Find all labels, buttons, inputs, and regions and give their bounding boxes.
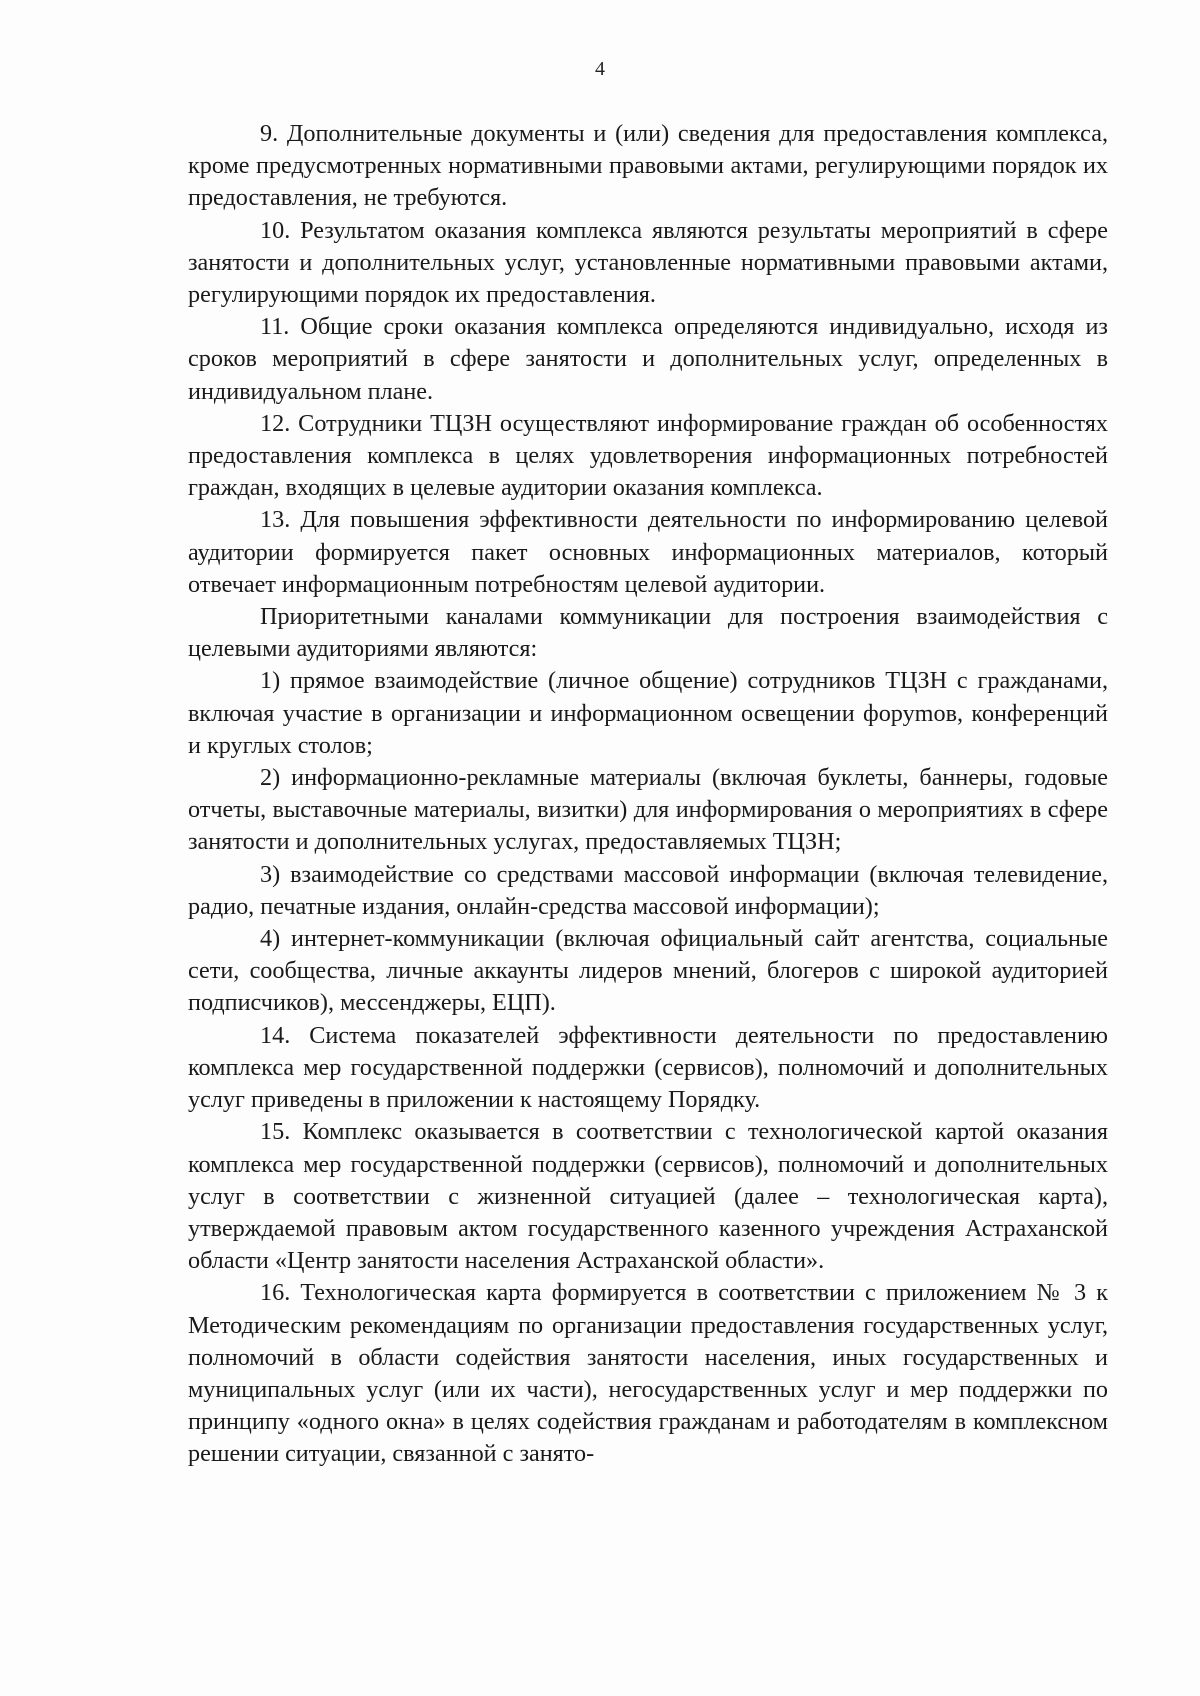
paragraph-10: 10. Результатом оказания комплекса являются результаты мероприятий в сфере занятости и дополнительных услуг, установленные нормативными правовыми актами, регулирующими порядок их предоставления. [188, 216, 1108, 309]
page-number: 4 [595, 58, 605, 80]
document-body [188, 118, 1108, 1471]
paragraph-16: 16. Технологическая карта формируется в соответствии с приложением № 3 к Методическим рекомендациям по организации предоставления государственных услуг, полномочий в области содействия занятости населения, иных государственных и муниципальных услуг (или их части), негосударственных услуг и мер поддержки по принципу «одного окна» в целях содействия гражданам и работодателям в комплексном решении ситуации, связанной с занято- [188, 1279, 1108, 1468]
list-item-2: 2) информационно-рекламные материалы (включая буклеты, баннеры, годовые отчеты, выставочные материалы, визитки) для информирования о мероприятиях в сфере занятости и дополнительных услугах, предоставляемых ТЦЗН; [188, 764, 1108, 856]
paragraph-channels-intro: Приоритетными каналами коммуникации для построения взаимодействия с целевыми аудиториями являются: [188, 603, 1108, 663]
paragraph-11: 11. Общие сроки оказания комплекса определяются индивидуально, исходя из сроков мероприятий в сфере занятости и дополнительных услуг, определенных в индивидуальном плане. [188, 313, 1108, 405]
paragraph-12: 12. Сотрудники ТЦЗН осуществляют информирование граждан об особенностях предоставления комплекса в целях удовлетворения информационных потребностей граждан, входящих в целевые аудитории оказания комплекса. [188, 409, 1108, 502]
paragraph-9: 9. Дополнительные документы и (или) сведения для предоставления комплекса, кроме предусмотренных нормативными правовыми актами, регулирующими порядок их предоставления, не требуются. [188, 120, 1108, 212]
list-item-4: 4) интернет-коммуникации (включая официальный сайт агентства, социальные сети, сообщества, личные аккаунты лидеров мнений, блогеров с широкой аудиторией подписчиков), мессенджеры, ЕЦП). [188, 925, 1108, 1017]
paragraph-13: 13. Для повышения эффективности деятельности по информированию целевой аудитории формируется пакет основных информационных материалов, который отвечает информационным потребностям целевой аудитории. [188, 506, 1108, 598]
paragraph-14: 14. Система показателей эффективности деятельности по предоставлению комплекса мер государственной поддержки (сервисов), полномочий и дополнительных услуг приведены в приложении к настоящему Порядку. [188, 1021, 1108, 1114]
list-item-3: 3) взаимодействие со средствами массовой информации (включая телевидение, радио, печатные издания, онлайн-средства массовой информации); [188, 860, 1108, 920]
paragraph-15: 15. Комплекс оказывается в соответствии с технологической картой оказания комплекса мер государственной поддержки (сервисов), полномочий и дополнительных услуг в соответствии с жизненной ситуацией (далее – технологическая карта), утверждаемой правовым актом государственного казенного учреждения Астраханской области «Центр занятости населения Астраханской области». [188, 1118, 1108, 1275]
list-item-1: 1) прямое взаимодействие (личное общение) сотрудников ТЦЗН с гражданами, включая участие в организации и информационном освещении форуmов, конференций и круглых столов; [188, 667, 1108, 759]
